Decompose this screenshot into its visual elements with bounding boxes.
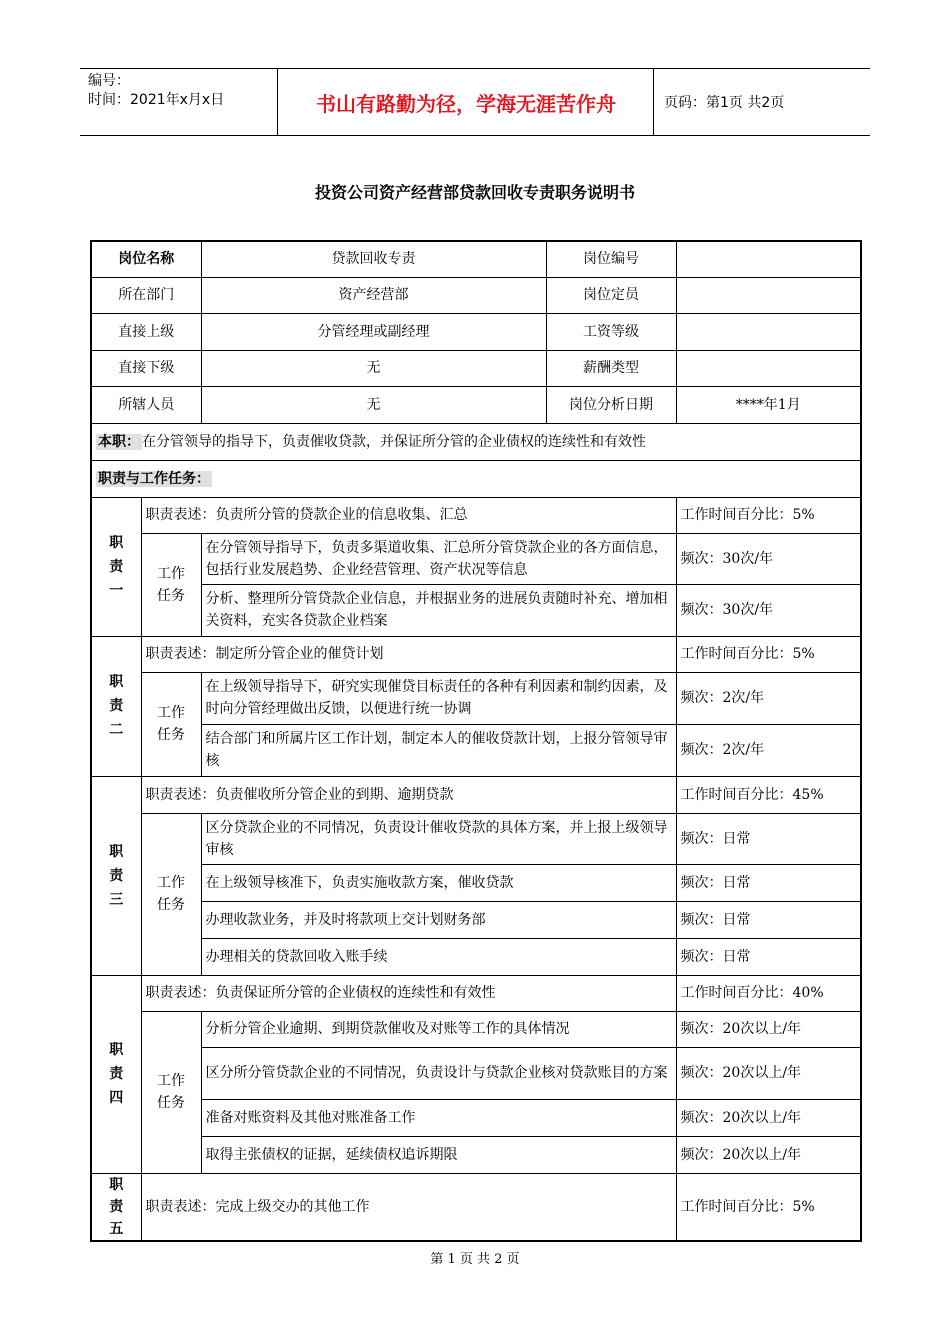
task-row — [91, 901, 861, 938]
duty-statement: 职责表述：制定所分管企业的催贷计划 — [141, 636, 676, 672]
task-frequency: 频次：20次以上/年 — [676, 1047, 861, 1099]
info-label: 直接上级 — [91, 313, 201, 350]
duty-percent: 工作时间百分比：5% — [676, 636, 861, 672]
info-value — [676, 313, 861, 350]
task-row — [91, 1099, 861, 1136]
info-value — [676, 350, 861, 386]
duty-statement: 职责表述：负责催收所分管企业的到期、逾期贷款 — [141, 776, 676, 813]
task-text: 在上级领导核准下，负责实施收款方案，催收贷款 — [201, 864, 676, 901]
duty-name-char: 二 — [109, 722, 124, 738]
duty-name-char: 责 — [109, 1198, 124, 1215]
benzhi-cell — [91, 423, 861, 460]
info-label: 岗位分析日期 — [546, 386, 676, 423]
info-row — [91, 241, 861, 277]
duty-name-char: 职 — [109, 843, 124, 860]
task-row — [91, 1136, 861, 1173]
info-value — [676, 277, 861, 313]
task-label-line: 工作 — [157, 875, 185, 891]
task-frequency: 频次：日常 — [676, 901, 861, 938]
duty-name-char: 责 — [109, 1066, 124, 1082]
duty-name-char: 职 — [109, 1042, 124, 1058]
task-row — [91, 1011, 861, 1047]
duties-header: 职责与工作任务： — [98, 470, 210, 487]
task-text: 办理收款业务，并及时将款项上交计划财务部 — [201, 901, 676, 938]
info-label: 岗位名称 — [91, 241, 201, 277]
duty-statement-row — [91, 497, 861, 533]
task-label — [141, 533, 201, 636]
duty-name-char: 一 — [109, 582, 124, 599]
info-value: 资产经营部 — [201, 277, 546, 313]
task-row — [91, 584, 861, 636]
task-label-line: 任务 — [157, 1095, 185, 1111]
duty-name-char: 职 — [109, 674, 124, 690]
document-title: 投资公司资产经营部贷款回收专责职务说明书 — [314, 183, 635, 202]
duty-statement-row — [91, 975, 861, 1011]
task-label-line: 工作 — [157, 1073, 185, 1089]
duty-name-char: 三 — [109, 891, 124, 908]
duty-statement: 职责表述：负责所分管的贷款企业的信息收集、汇总 — [141, 497, 676, 533]
duty-statement-row — [91, 776, 861, 813]
task-label — [141, 1011, 201, 1173]
task-text: 分析、整理所分管贷款企业信息，并根据业务的进展负责随时补充、增加相关资料，充实各贷款企业档案 — [201, 584, 676, 636]
info-label: 直接下级 — [91, 350, 201, 386]
duty-name — [91, 1173, 141, 1241]
task-text: 在上级领导指导下，研究实现催贷目标责任的各种有利因素和制约因素，及时向分管经理做出反馈，以便进行统一协调 — [201, 672, 676, 724]
info-value — [676, 241, 861, 277]
task-label — [141, 672, 201, 776]
task-frequency: 频次：20次以上/年 — [676, 1011, 861, 1047]
task-row — [91, 724, 861, 776]
duty-name-char: 职 — [109, 534, 124, 551]
duty-statement: 职责表述：完成上级交办的其他工作 — [141, 1173, 676, 1241]
task-frequency: 频次：30次/年 — [676, 584, 861, 636]
header-page-label: 页码：第1页 共2页 — [664, 95, 785, 111]
task-label-line: 任务 — [157, 727, 185, 743]
duty-name-char: 责 — [109, 867, 124, 884]
page-footer: 第 1 页 共 2 页 — [430, 1252, 520, 1267]
duty-name-char: 五 — [109, 1220, 124, 1237]
duties-header-cell — [91, 460, 861, 497]
info-value: 分管经理或副经理 — [201, 313, 546, 350]
duty-percent: 工作时间百分比：5% — [676, 1173, 861, 1241]
task-label-line: 任务 — [157, 897, 185, 913]
duty-name — [91, 497, 141, 636]
duty-percent: 工作时间百分比：45% — [676, 776, 861, 813]
info-label: 岗位编号 — [546, 241, 676, 277]
task-frequency: 频次：日常 — [676, 813, 861, 864]
task-text: 区分贷款企业的不同情况，负责设计催收贷款的具体方案，并上报上级领导审核 — [201, 813, 676, 864]
info-row — [91, 386, 861, 423]
benzhi-text: 在分管领导的指导下，负责催收贷款，并保证所分管的企业债权的连续性和有效性 — [142, 433, 646, 450]
task-text: 分析分管企业逾期、到期贷款催收及对账等工作的具体情况 — [201, 1011, 676, 1047]
benzhi-row — [91, 423, 861, 460]
info-value: 无 — [201, 386, 546, 423]
task-text: 结合部门和所属片区工作计划，制定本人的催收贷款计划，上报分管领导审核 — [201, 724, 676, 776]
duty-name-char: 职 — [109, 1176, 124, 1193]
duty-name — [91, 975, 141, 1173]
duty-percent: 工作时间百分比：5% — [676, 497, 861, 533]
header-slogan: 书山有路勤为径，学海无涯苦作舟 — [279, 69, 654, 135]
duty-percent: 工作时间百分比：40% — [676, 975, 861, 1011]
task-row — [91, 533, 861, 584]
task-row — [91, 672, 861, 724]
task-frequency: 频次：20次以上/年 — [676, 1136, 861, 1173]
page-header — [80, 68, 870, 136]
info-row — [91, 313, 861, 350]
header-meta — [80, 69, 278, 135]
document-number-label: 编号： — [88, 73, 130, 89]
task-label-line: 工作 — [157, 565, 185, 582]
task-frequency: 频次：2次/年 — [676, 724, 861, 776]
duty-name-char: 责 — [109, 558, 124, 575]
info-row — [91, 350, 861, 386]
info-label: 所在部门 — [91, 277, 201, 313]
duty-name-char: 四 — [109, 1090, 124, 1106]
duty-name — [91, 776, 141, 975]
task-frequency: 频次：日常 — [676, 938, 861, 975]
task-label-line: 工作 — [157, 705, 185, 721]
task-frequency: 频次：日常 — [676, 864, 861, 901]
task-label — [141, 813, 201, 975]
task-text: 取得主张债权的证据，延续债权追诉期限 — [201, 1136, 676, 1173]
duty-statement-row — [91, 1173, 861, 1241]
task-text: 在分管领导指导下，负责多渠道收集、汇总所分管贷款企业的各方面信息，包括行业发展趋势、企业经营管理、资产状况等信息 — [201, 533, 676, 584]
task-frequency: 频次：2次/年 — [676, 672, 861, 724]
info-value: ****年1月 — [676, 386, 861, 423]
duties-header-row — [91, 460, 861, 497]
info-value: 无 — [201, 350, 546, 386]
duty-name — [91, 636, 141, 776]
task-row — [91, 813, 861, 864]
info-row — [91, 277, 861, 313]
task-text: 办理相关的贷款回收入账手续 — [201, 938, 676, 975]
task-frequency: 频次：30次/年 — [676, 533, 861, 584]
info-label: 岗位定员 — [546, 277, 676, 313]
task-frequency: 频次：20次以上/年 — [676, 1099, 861, 1136]
document-date-label: 时间：2021年x月x日 — [88, 92, 225, 108]
task-text: 准备对账资料及其他对账准备工作 — [201, 1099, 676, 1136]
task-row — [91, 1047, 861, 1099]
info-label: 薪酬类型 — [546, 350, 676, 386]
duty-statement-row — [91, 636, 861, 672]
duty-name-char: 责 — [109, 698, 124, 714]
info-label: 工资等级 — [546, 313, 676, 350]
info-label: 所辖人员 — [91, 386, 201, 423]
benzhi-label: 本职： — [98, 433, 140, 450]
duty-statement: 职责表述：负责保证所分管的企业债权的连续性和有效性 — [141, 975, 676, 1011]
task-row — [91, 864, 861, 901]
task-text: 区分所分管贷款企业的不同情况，负责设计与贷款企业核对贷款账目的方案 — [201, 1047, 676, 1099]
info-value: 贷款回收专责 — [201, 241, 546, 277]
task-row — [91, 938, 861, 975]
job-description-table — [90, 240, 862, 1242]
task-label-line: 任务 — [157, 587, 185, 604]
